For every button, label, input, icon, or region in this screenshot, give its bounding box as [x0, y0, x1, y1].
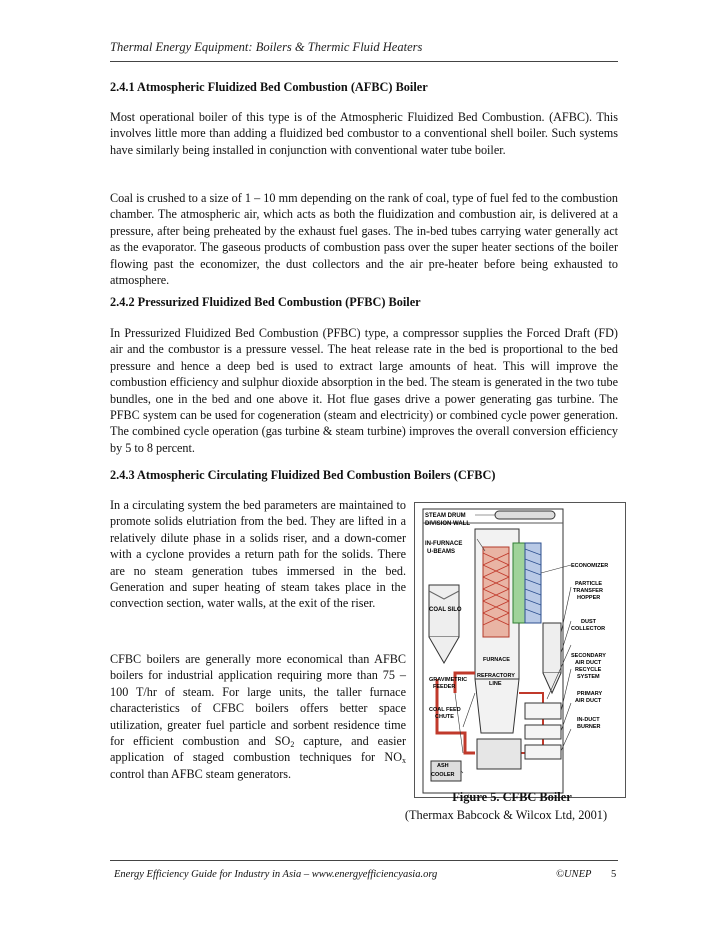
dust-collector-hopper [543, 673, 561, 693]
primary-duct-shape [525, 725, 561, 739]
superheater-shape [513, 543, 525, 623]
footer-copyright: ©UNEP [556, 869, 592, 880]
cfbc-paragraph-2 [110, 651, 406, 782]
label-steam-drum: STEAM DRUM [425, 513, 466, 519]
label-line: LINE [489, 681, 502, 687]
cfbc-p2-part-a: CFBC boilers are generally more economical than AFBC boilers for industrial application requiring more than 75 – 100 T/hr of steam. For large units, the taller furnace characteristics of CFBC boilers offers better space utilization, greater fuel particle and sorbent residence time for efficient combustion and SO [110, 652, 406, 749]
boiler-schematic [415, 503, 625, 797]
dust-collector-shape [543, 623, 561, 673]
cfbc-p2-part-c: control than AFBC steam generators. [110, 766, 292, 781]
label-division-wall: DIVISION WALL [425, 521, 470, 527]
label-hopper: HOPPER [577, 595, 601, 601]
label-in-duct: IN-DUCT [577, 717, 600, 723]
label-furnace: FURNACE [483, 657, 510, 663]
cfbc-p2-part-b: capture, and easier application of staged combustion techniques for NO [110, 734, 407, 765]
label-particle: PARTICLE [575, 581, 603, 587]
label-primary: PRIMARY [577, 691, 603, 697]
label-refractory: REFRACTORY [477, 673, 515, 679]
label-ash: ASH [437, 763, 449, 769]
label-coal-silo: COAL SILO [429, 607, 462, 613]
label-chute: CHUTE [435, 714, 454, 720]
label-u-beams: U-BEAMS [427, 549, 455, 555]
label-collector: COLLECTOR [571, 626, 606, 632]
label-economizer: ECONOMIZER [571, 563, 609, 569]
running-header: Thermal Energy Equipment: Boilers & Thermic Fluid Heaters [110, 40, 423, 54]
header-rule [110, 61, 618, 62]
label-air-duct: AIR DUCT [575, 660, 602, 666]
afbc-paragraph-1: Most operational boiler of this type is of the Atmospheric Fluidized Bed Combustion. (AFBC). This involves little more than adding a fluidized bed combustor to a conventional shell boiler. Such systems have similarly being installed in conjunction with conventional water tube boiler. [110, 110, 618, 157]
heading-afbc: 2.4.1 Atmospheric Fluidized Bed Combustion (AFBC) Boiler [110, 80, 428, 94]
label-recycle: RECYCLE [575, 667, 602, 673]
pfbc-paragraph-1: In Pressurized Fluidized Bed Combustion (PFBC) type, a compressor supplies the Forced Draft (FD) air and the combustor is a pressure vessel. The heat release rate in the bed is proportional to the bed pressure and hence a deep bed is used to extract large amounts of heat. This will improve the combustion efficiency and sulphur dioxide absorption in the bed. The steam is generated in the two tube bundles, one in the bed and one above it. Hot flue gases drive a power generating gas turbine. The PFBC system can be used for cogeneration (steam and electricity) or combined cycle power generation. The combined cycle operation (gas turbine & steam turbine) improves the overall conversion efficiency by 5 to 8 percent. [110, 326, 618, 455]
figure-caption: Figure 5. CFBC Boiler [452, 790, 572, 804]
economizer-shape [525, 543, 541, 623]
figure-credit: (Thermax Babcock & Wilcox Ltd, 2001) [404, 808, 608, 822]
page-number: 5 [611, 869, 617, 880]
label-primary-air-duct: AIR DUCT [575, 698, 602, 704]
footer-rule [110, 860, 618, 861]
heading-cfbc: 2.4.3 Atmospheric Circulating Fluidized Bed Combustion Boilers (CFBC) [110, 468, 496, 482]
label-gravimetric: GRAVIMETRIC [429, 677, 468, 683]
coal-silo-cone [429, 637, 459, 663]
secondary-air-pipe [519, 693, 543, 753]
label-transfer: TRANSFER [573, 588, 603, 594]
label-cooler: COOLER [431, 772, 455, 778]
recycle-system-shape [525, 703, 561, 719]
so2-subscript: 2 [290, 740, 295, 750]
windbox-shape [477, 739, 521, 769]
label-system: SYSTEM [577, 674, 600, 680]
coal-feed-pipe [455, 673, 475, 693]
label-in-furnace: IN-FURNACE [425, 541, 463, 547]
label-burner: BURNER [577, 724, 601, 730]
steam-drum-shape [495, 511, 555, 519]
label-coal-feed: COAL FEED [429, 707, 461, 713]
cfbc-boiler-diagram [414, 502, 626, 798]
nox-subscript: x [402, 756, 406, 766]
label-dust: DUST [581, 619, 596, 625]
in-duct-burner-shape [525, 745, 561, 759]
lower-furnace-shape [475, 679, 519, 733]
label-secondary: SECONDARY [571, 653, 606, 659]
cfbc-paragraph-1: In a circulating system the bed parameters are maintained to promote solids elutriation from the bed. They are lifted in a relatively dilute phase in a solids riser, and a down-comer with a cyclone provides a return path for the solids. There are no steam generation tubes immersed in the bed. Generation and super heating of steam takes place in the convection section, water walls, at the exit of the riser. [110, 498, 406, 611]
afbc-paragraph-2: Coal is crushed to a size of 1 – 10 mm depending on the rank of coal, type of fuel fed to the combustion chamber. The atmospheric air, which acts as both the fluidization and combustion air, is delivered at a pressure, after being preheated by the exhaust fuel gases. The in-bed tubes carrying water generally act as the evaporator. The gaseous products of combustion pass over the super heater sections of the boiler flowing past the economizer, the dust collectors and the air pre-heater before being exhausted to atmosphere. [110, 191, 618, 288]
label-feeder: FEEDER [433, 684, 456, 690]
footer-source: Energy Efficiency Guide for Industry in Asia – www.energyefficiencyasia.org [114, 869, 438, 880]
heading-pfbc: 2.4.2 Pressurized Fluidized Bed Combustion (PFBC) Boiler [110, 295, 421, 309]
